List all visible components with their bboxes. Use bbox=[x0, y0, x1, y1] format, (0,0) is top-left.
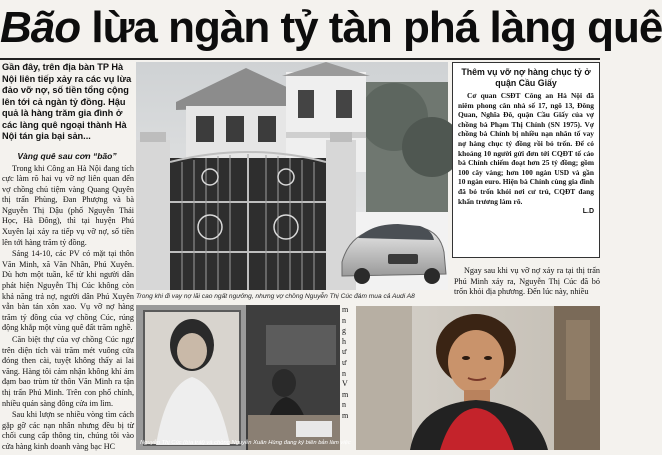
headline-italic: Bão bbox=[0, 3, 81, 52]
headline-rest: lừa ngàn tỷ tàn phá làng quê bbox=[80, 3, 662, 52]
left-column bbox=[0, 62, 134, 450]
section-heading: Vàng quê sau cơn “bão” bbox=[17, 150, 117, 161]
couple-photo-caption: Nguyễn Thị Cúc (bìa trái) và chồng Nguyễn Xuân Hùng đang ký biên bản làm việc bbox=[140, 440, 351, 446]
woman-portrait-illustration bbox=[356, 306, 600, 450]
sidebar-box bbox=[452, 62, 600, 258]
sidebar-box-paragraph: Cơ quan CSĐT Công an Hà Nội đã niêm phong căn nhà số 17, ngõ 13, Đông Quan, Nghĩa Đô, quận Cầu Giấy của vợ chồng bà Phạm Thị Chính (SN 1975). Vợ chồng bà Chính bị nhiều nạn nhân tố vay nợ hàng chục tỷ đồng rồi bỏ trốn. Để có khoảng 10 người gửi đơn tới CQĐT tố cáo bà Chính chiếm đoạt hơn 25 tỷ đồng; gồm 100 cây vàng; hơn 100 ngàn USD và gần 10 ngàn euro. Hiện bà Chính cùng gia đình đã bỏ trốn khỏi nơi cư trú, CQĐT đang khẩn trương làm rõ. bbox=[458, 91, 594, 206]
sidebar-box-text bbox=[458, 91, 594, 206]
body-paragraph: Trong khi Công an Hà Nội đang tích cực làm rõ hai vụ vỡ nợ liên quan đến vợ chồng chủ tiệm vàng Quang Quyên thị trấn Phùng, Đan Phượng và bà Nguyễn Thị Dậu (phố Nguyễn Thái Học, Hà Đông), thì tại huyện Phú Xuyên lại xảy ra tiếp vụ vỡ nợ, số tiền lên tới hàng trăm tỷ đồng. bbox=[2, 163, 134, 247]
headline-rule bbox=[0, 58, 600, 60]
villa-photo-caption: Trong khi đi vay nợ lãi cao ngất ngưởng, nhưng vợ chồng Nguyễn Thị Cúc đám mua cả Audi A8 bbox=[136, 293, 415, 300]
article-body bbox=[0, 164, 134, 453]
mid-column-text: m n g h ư ư n V m n m bbox=[342, 305, 349, 420]
mid-column-strip bbox=[342, 305, 354, 450]
woman-portrait-photo bbox=[356, 306, 600, 450]
villa-gate-photo bbox=[136, 62, 448, 290]
villa-gate-illustration bbox=[136, 62, 448, 290]
body-paragraph: Sau khi lượn se nhiều vòng tìm cách gặp gỡ các nạn nhân nhưng đều bị từ chối cung cấp thông tin, chúng tôi vào cửa hàng kinh doanh vàng bạc HC bbox=[2, 410, 134, 451]
headline bbox=[0, 0, 662, 58]
right-column-paragraph: Ngay sau khi vụ vỡ nợ xảy ra tại thị trấn Phú Minh xảy ra, Nguyễn Thị Cúc đã bỏ trốn khỏi địa phương. Đến lúc này, nhiều bbox=[454, 266, 600, 297]
right-column bbox=[452, 266, 600, 306]
lead-paragraph: Gần đây, trên địa bàn TP Hà Nội liên tiếp xảy ra các vụ lừa đảo vỡ nợ, số tiền tổng cộng lên tới cả ngàn tỷ đồng. Hậu quả là hàng trăm gia đình ở các làng quê ngoại thành Hà Nội tán gia bại sản... bbox=[2, 62, 132, 141]
body-paragraph: Căn biệt thự của vợ chồng Cúc ngự trên diện tích vài trăm mét vuông cửa đóng then cài, tuyệt không thấy ai lai vãng. Hàng tôi cảm nhận không khí ảm đạm bao trùm từ thôn Văn Minh ra tận thị trấn Phú Minh. Trên con phố chính, nhiều quán sàng đông cửa im lìm. bbox=[2, 335, 134, 408]
body-paragraph: Sáng 14-10, các PV có mặt tại thôn Văn Minh, xã Văn Nhân, Phú Xuyên. Dù hơn một tuần, kể từ khi người dân phát hiện Nguyễn Thị Cúc không còn khả năng trả nợ, người dân Phú Xuyên vẫn bàn tán xôn xao. Vụ vỡ nợ hàng trăm tỷ đồng của vợ chồng Cúc, rúng động khắp một vùng quê đất trăm nghề. bbox=[2, 249, 134, 333]
sidebar-box-signature: L.D bbox=[582, 208, 594, 216]
sidebar-box-title: Thêm vụ vỡ nợ hàng chục tỷ ở quận Cầu Giấy bbox=[461, 67, 591, 88]
